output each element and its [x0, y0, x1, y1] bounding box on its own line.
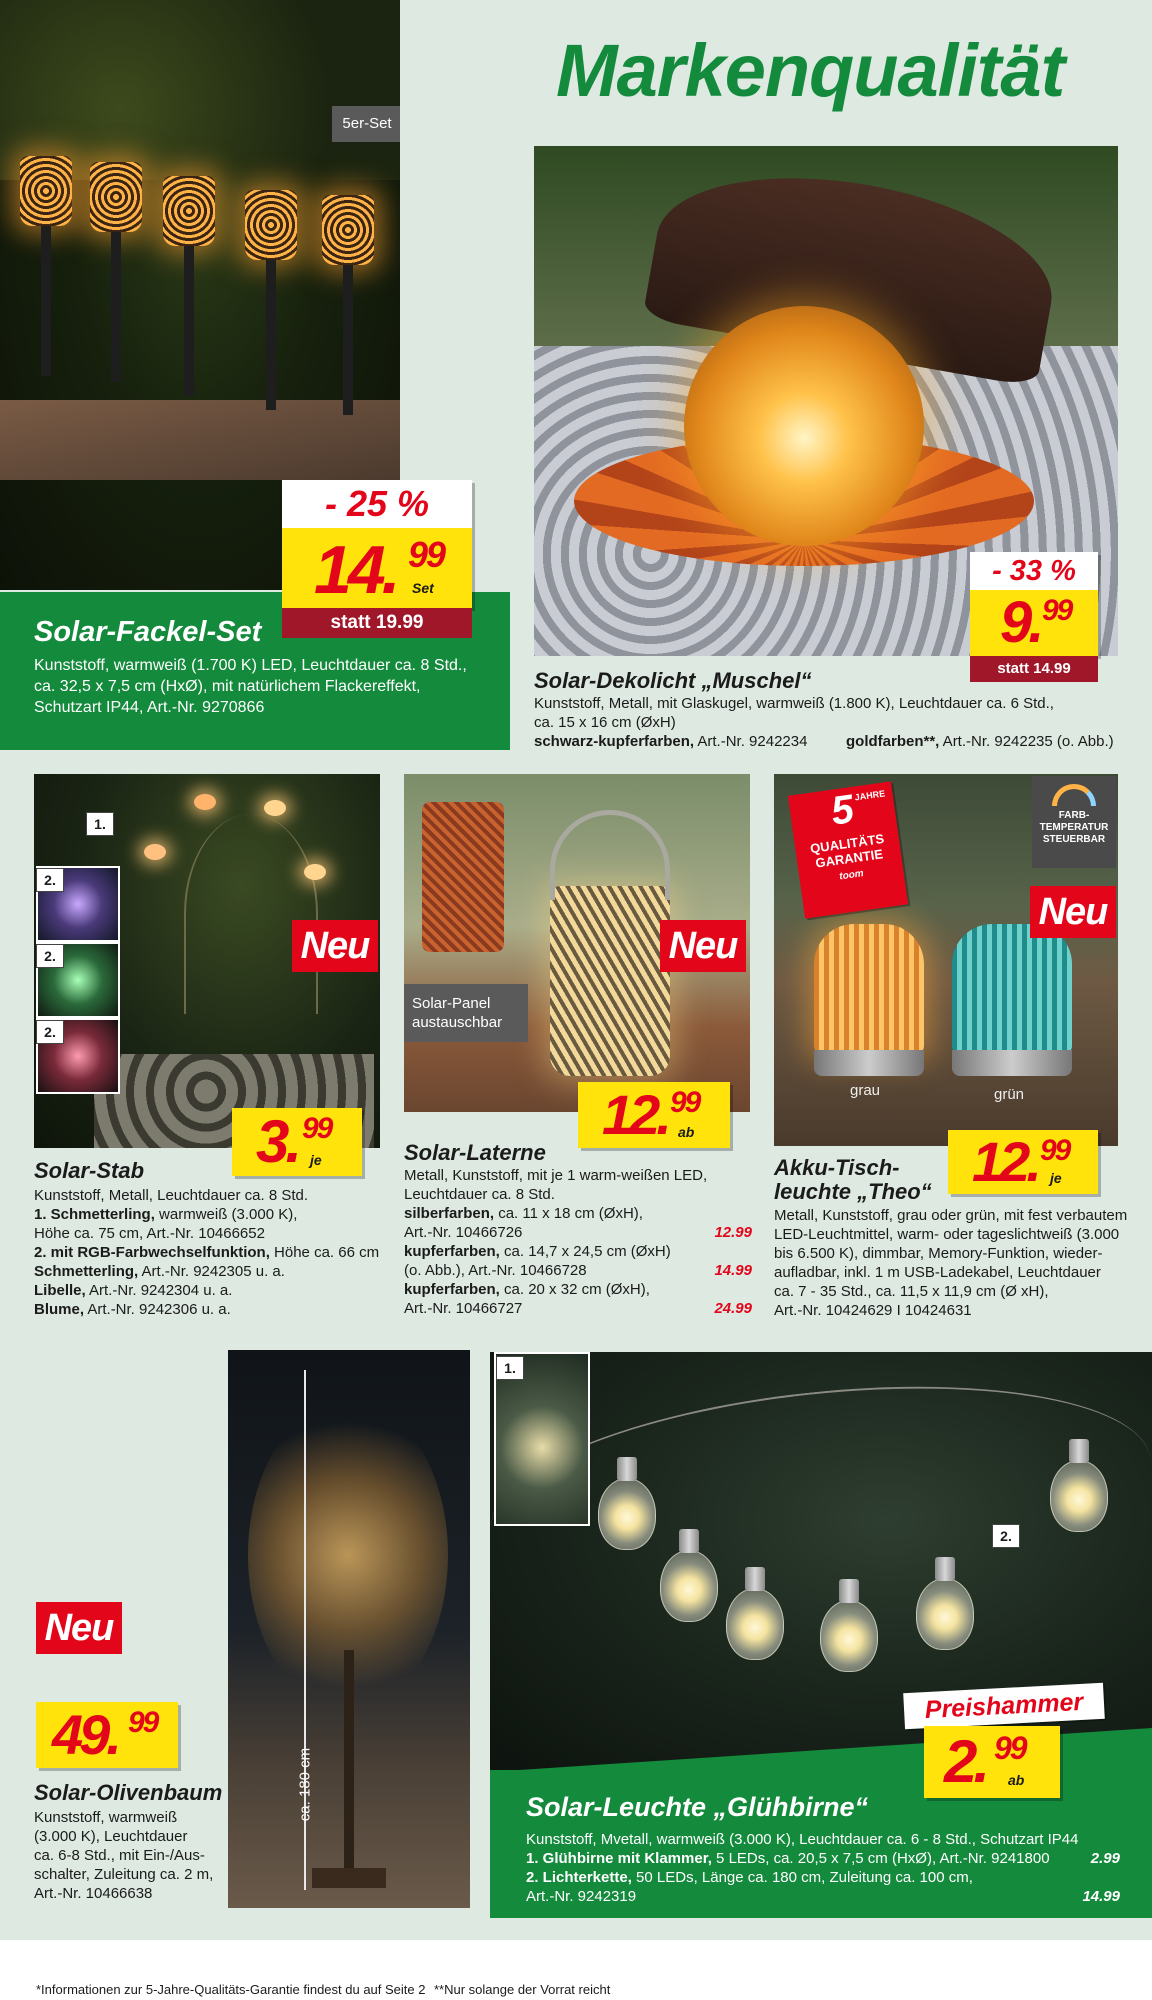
set-badge: 5er-Set: [332, 106, 400, 142]
gluehbirne-title: Solar-Leuchte „Glühbirne“: [526, 1792, 869, 1822]
label-grau: grau: [850, 1082, 881, 1099]
bulb-3: [726, 1588, 784, 1660]
price-main: 49.: [52, 1703, 118, 1766]
butterfly-light-4: [144, 844, 166, 860]
bulb-2: [660, 1550, 718, 1622]
footer-note-1: *Informationen zur 5-Jahre-Qualitäts-Garantie findest du auf Seite 2: [36, 1982, 426, 1997]
muschel-title: Solar-Dekolicht „Muschel“: [534, 668, 812, 693]
fackel-title: Solar-Fackel-Set: [34, 616, 262, 648]
gluehbirne-desc: Kunststoff, Mvetall, warmweiß (3.000 K), Leuchtdauer ca. 6 - 8 Std., Schutzart IP44 1. Glühbirne mit Klammer, 5 LEDs, ca. 20,5 x 7,5 cm (HxØ), Art.-Nr. 9241800 2.99 2. Lichterkette, 50 LEDs, Länge ca. 180 cm, Zuleitung ca. 100 cm, Art.-Nr. 9242319 14.99: [526, 1831, 1120, 1905]
price-unit: je: [310, 1152, 322, 1168]
muschel-old-price: statt 14.99: [970, 656, 1098, 682]
muschel-desc: Kunststoff, Metall, mit Glaskugel, warmweiß (1.800 K), Leuchtdauer ca. 6 Std., ca. 15 x 16 cm (ØxH) schwarz-kupferfarben, Art.-Nr. 9242234 goldfarben**, Art.-Nr. 9242235 (o. Abb.): [534, 695, 1114, 750]
olive-photo: [228, 1350, 470, 1908]
stab-neu-badge: Neu: [292, 920, 378, 972]
bulb-1: [598, 1478, 656, 1550]
variant-price: 14.99: [1082, 1888, 1120, 1905]
price-cents: 99: [302, 1112, 332, 1145]
olive-neu-badge: Neu: [36, 1602, 122, 1654]
price-unit: je: [1050, 1170, 1062, 1186]
footer-note-2: **Nur solange der Vorrat reicht: [434, 1982, 611, 1997]
laterne-price: [578, 1082, 730, 1148]
price-cents: 99: [128, 1706, 158, 1739]
hedge-background: [0, 0, 400, 180]
gluehbirne-tag-2: 2.: [992, 1524, 1020, 1548]
theo-title: Akku-Tisch- leuchte „Theo“: [774, 1155, 932, 1204]
stab-tag-1: 1.: [86, 812, 114, 836]
torch-3: [163, 176, 215, 246]
price-main: 12.: [602, 1083, 668, 1146]
butterfly-light-2: [264, 800, 286, 816]
price-cents: 99: [1042, 594, 1072, 627]
variant-price: 24.99: [714, 1300, 752, 1317]
page-title: Markenqualität: [556, 29, 1065, 112]
torch-5: [322, 195, 374, 265]
price-main: 12.: [972, 1130, 1038, 1193]
guarantee-number: 5 JAHRE: [828, 787, 886, 834]
temperature-arc-icon: [1052, 784, 1096, 806]
glass-ball: [684, 306, 924, 546]
stab-title: Solar-Stab: [34, 1158, 145, 1183]
stab-tag-2c: 2.: [36, 1020, 64, 1044]
fackel-price: [282, 528, 472, 608]
fackel-old-price: statt 19.99: [282, 608, 472, 638]
copper-lantern: [422, 802, 504, 952]
label-gruen: grün: [994, 1086, 1025, 1103]
price-cents: 99: [1040, 1134, 1070, 1167]
lamp-gruen: [952, 924, 1072, 1054]
muschel-discount: - 33 %: [970, 552, 1098, 590]
torch-2: [90, 162, 142, 232]
butterfly-light-1: [194, 794, 216, 810]
price-unit: Set: [412, 580, 434, 596]
stab-price: [232, 1108, 362, 1176]
silver-lantern: [550, 886, 670, 1076]
olive-title: Solar-Olivenbaum: [34, 1780, 223, 1805]
bulb-6: [1050, 1460, 1108, 1532]
variant-price: 2.99: [1090, 1850, 1120, 1867]
height-label: ca. 180 cm: [296, 1747, 314, 1822]
laterne-neu-badge: Neu: [660, 920, 746, 972]
variant-price: 14.99: [714, 1262, 752, 1279]
bulb-4: [820, 1600, 878, 1672]
fackel-desc: Kunststoff, warmweiß (1.700 K) LED, Leuchtdauer ca. 8 Std., ca. 32,5 x 7,5 cm (HxØ), mit natürlichem Flackereffekt, Schutzart IP44, Art.-Nr. 9270866: [34, 657, 467, 716]
torch-1: [20, 156, 72, 226]
panel-note: Solar-Panel austauschbar: [404, 984, 528, 1042]
stab-tag-2a: 2.: [36, 868, 64, 892]
price-unit: ab: [678, 1124, 695, 1140]
stab-desc: Kunststoff, Metall, Leuchtdauer ca. 8 Std. 1. Schmetterling, warmweiß (3.000 K), Höhe ca. 75 cm, Art.-Nr. 10466652 2. mit RGB-Farbwechselfunktion, Höhe ca. 66 cm Schmetterling, Art.-Nr. 9242305 u. a. Libelle, Art.-Nr. 9242304 u. a. Blume, Art.-Nr. 9242306 u. a.: [34, 1187, 380, 1318]
gluehbirne-price: [924, 1726, 1060, 1798]
plant-stems: [184, 814, 318, 1014]
variant-price: 12.99: [714, 1224, 752, 1241]
price-cents: 99: [408, 534, 445, 575]
theo-desc: Metall, Kunststoff, grau oder grün, mit fest verbautem LED-Leuchtmittel, warm- oder tageslichtweiß (3.000 bis 6.500 K), dimmbar, Memory-Funktion, wieder- aufladbar, inkl. 1 m USB-Ladekabel, Leuchtdauer ca. 7 - 35 Std., ca. 11,5 x 11,9 cm (Ø xH), Art.-Nr. 10424629 I 10424631: [774, 1207, 1128, 1319]
muschel-price: [970, 590, 1098, 656]
olive-desc: Kunststoff, warmweiß (3.000 K), Leuchtdauer ca. 6-8 Std., mit Ein-/Aus- schalter, Zuleitung ca. 2 m, Art.-Nr. 10466638: [34, 1809, 214, 1902]
theo-neu-badge: Neu: [1030, 886, 1116, 938]
lamp-grau-base: [814, 1050, 924, 1076]
stab-tag-2b: 2.: [36, 944, 64, 968]
lantern-handle: [550, 810, 670, 900]
price-main: 14.: [314, 532, 397, 608]
laterne-desc: Metall, Kunststoff, mit je 1 warm-weißen LED, Leuchtdauer ca. 8 Std. silberfarben, ca. 11 x 18 cm (ØxH), Art.-Nr. 10466726 12.99 kupferfarben, ca. 14,7 x 24,5 cm (ØxH) (o. Abb.), Art.-Nr. 10466728 14.99 kupferfarben, ca. 20 x 32 cm (ØxH), Art.-Nr. 10466727 24.99: [404, 1167, 752, 1317]
torch-4: [245, 190, 297, 260]
price-main: 2.: [944, 1728, 987, 1795]
price-main: 9.: [1000, 590, 1041, 655]
fackel-discount: - 25 %: [282, 480, 472, 528]
price-cents: 99: [670, 1086, 700, 1119]
lamp-grau: [814, 924, 924, 1054]
farbtemperatur-badge: FARB-TEMPERATUR STEUERBAR: [1032, 776, 1116, 868]
theo-price: [948, 1130, 1098, 1194]
price-main: 3.: [256, 1108, 299, 1175]
bulb-5: [916, 1578, 974, 1650]
tree-base: [312, 1868, 386, 1888]
price-unit: ab: [1008, 1772, 1025, 1788]
preishammer-label: Preishammer: [903, 1683, 1105, 1729]
tree-trunk: [344, 1650, 354, 1880]
butterfly-light-3: [304, 864, 326, 880]
gluehbirne-tag-1: 1.: [496, 1356, 524, 1380]
price-cents: 99: [994, 1730, 1026, 1766]
lamp-gruen-base: [952, 1050, 1072, 1076]
guarantee-badge: 5 JAHRE QUALITÄTS GARANTIE toom: [788, 781, 908, 918]
path-stones: [0, 400, 400, 480]
laterne-title: Solar-Laterne: [404, 1140, 546, 1165]
olive-price: [36, 1702, 178, 1768]
